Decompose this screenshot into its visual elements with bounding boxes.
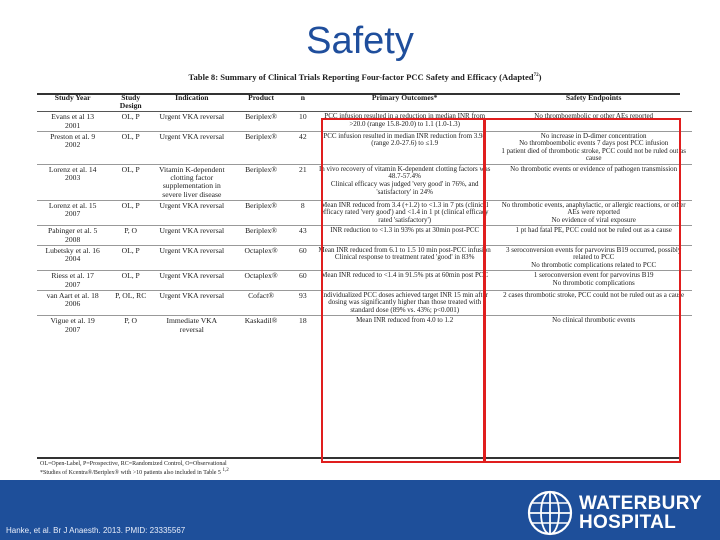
cell-design: OL, P — [108, 200, 153, 226]
slide-title: Safety — [306, 20, 414, 62]
table-header-row — [37, 93, 692, 112]
cell-outcomes: INR reduction to <1.3 in 93% pts at 30min post-PCC — [314, 226, 495, 245]
table-row — [37, 131, 692, 164]
table-row — [37, 200, 692, 226]
cell-safety: 2 cases thrombotic stroke, PCC could not be ruled out as a cause — [495, 290, 692, 316]
cell-design: OL, P — [108, 245, 153, 271]
table-row — [37, 290, 692, 316]
cell-n: 93 — [292, 290, 314, 316]
header-n: n — [292, 93, 314, 112]
cell-product: Octaplex® — [231, 245, 292, 271]
cell-design: P, O — [108, 316, 153, 335]
footnote-abbreviations: OL=Open-Label, P=Prospective, RC=Randomized Control, O=Observational — [40, 461, 227, 467]
cell-safety: No increase in D-dimer concentration No thromboembolic events 7 days post PCC infusion 1 patient died of thrombotic stroke, PCC could not be ruled out as cause — [495, 131, 692, 164]
logo-line-2: HOSPITAL — [578, 512, 677, 533]
cell-product: Kaskadil® — [231, 316, 292, 335]
cell-study: Riess et al. 17 2007 — [37, 271, 108, 290]
table-body — [37, 112, 692, 335]
table-row — [37, 271, 692, 290]
table-caption-close: ) — [538, 72, 542, 82]
cell-n: 42 — [292, 131, 314, 164]
cell-indication: Urgent VKA reversal — [153, 226, 230, 245]
cell-study: Evans et al 13 2001 — [51, 112, 95, 130]
cell-safety: No clinical thrombotic events — [495, 316, 692, 335]
cell-outcomes: Individualized PCC doses achieved target INR 15 min after dosing was significantly higher than those treated with standard dose (89% vs. 43%; p<0.001) — [314, 290, 495, 316]
cell-indication: Urgent VKA reversal — [153, 271, 230, 290]
cell-design: OL, P — [121, 112, 140, 122]
cell-product: Beriplex® — [231, 164, 292, 200]
cell-n: 43 — [292, 226, 314, 245]
cell-safety: No thrombotic events, anaphylactic, or allergic reactions, or other AEs were reported No evidence of viral exposure — [495, 200, 692, 226]
cell-design: OL, P — [108, 164, 153, 200]
table-row — [37, 245, 692, 271]
citation: Hanke, et al. Br J Anaesth. 2013. PMID: 23335567 — [6, 526, 186, 535]
table-caption — [150, 72, 580, 82]
cell-n: 18 — [292, 316, 314, 335]
cell-outcomes: PCC infusion resulted in a reduction in median INR from >20.0 (range 15.8-20.0) to 1.1 (1.0-1.3) — [324, 112, 486, 128]
cell-outcomes: Mean INR reduced to <1.4 in 91.5% pts at 60min post PCC — [314, 271, 495, 290]
cell-indication: Urgent VKA reversal — [159, 112, 225, 122]
table-caption-ref: 72 — [533, 73, 539, 79]
cell-n: 8 — [292, 200, 314, 226]
cell-safety: No thrombotic events or evidence of pathogen transmission — [495, 164, 692, 200]
cell-product: Beriplex® — [231, 200, 292, 226]
footnote-studies-text: *Studies of Kcentra®/Beriplex® with >10 patients also included in Table 5 — [40, 470, 221, 477]
cell-n: 60 — [292, 271, 314, 290]
table-caption-text: Table 8: Summary of Clinical Trials Reporting Four-factor PCC Safety and Efficacy (Adapted — [188, 72, 534, 82]
cell-product: Beriplex® — [231, 131, 292, 164]
cell-study: Pabinger et al. 5 2008 — [37, 226, 108, 245]
cell-outcomes: In vivo recovery of vitamin K-dependent clotting factors was 48.7-57.4% Clinical efficacy was judged 'very good' in 76%, and 'satisfactory' in 24% — [314, 164, 495, 200]
cell-study: Vigue et al. 19 2007 — [37, 316, 108, 335]
cell-outcomes: PCC infusion resulted in median INR reduction from 3.98 (range 2.0-27.6) to ≤1.9 — [314, 131, 495, 164]
cell-design: OL, P — [108, 271, 153, 290]
cell-product: Beriplex® — [231, 226, 292, 245]
cell-product: Beriplex® — [245, 112, 278, 122]
cell-product: Cofact® — [231, 290, 292, 316]
logo-line-1: WATERBURY — [578, 493, 702, 514]
cell-design: OL, P — [108, 131, 153, 164]
table-row — [37, 226, 692, 245]
cell-outcomes: Mean INR reduced from 4.0 to 1.2 — [314, 316, 495, 335]
cell-indication: Urgent VKA reversal — [153, 200, 230, 226]
cell-indication: Urgent VKA reversal — [153, 290, 230, 316]
cell-n: 60 — [292, 245, 314, 271]
cell-outcomes: Mean INR reduced from 6.1 to 1.5 10 min post-PCC infusion Clinical response to treatment rated 'good' in 83% — [314, 245, 495, 271]
cell-safety: 1 pt had fatal PE, PCC could not be ruled out as a cause — [495, 226, 692, 245]
footnote-studies — [40, 468, 229, 477]
cell-study: Preston et al. 9 2002 — [37, 131, 108, 164]
logo-wordmark — [579, 494, 702, 532]
cell-outcomes: Mean INR reduced from 3.4 (+1.2) to <1.3 in 7 pts (clinical efficacy rated 'very good') and <1.4 in 1 pt (clinical efficacy rated 'satisfactory') — [314, 200, 495, 226]
header-outcomes: Primary Outcomes* — [314, 93, 495, 112]
cell-study: van Aart et al. 18 2006 — [37, 290, 108, 316]
hospital-logo — [527, 490, 702, 536]
table-row — [37, 164, 692, 200]
cell-safety: 1 seroconversion event for parvovirus B19 No thrombotic complications — [495, 271, 692, 290]
cell-indication: Urgent VKA reversal — [153, 131, 230, 164]
cell-n: 10 — [299, 112, 307, 122]
table-row — [37, 112, 692, 131]
cell-study: Lorenz et al. 15 2007 — [37, 200, 108, 226]
cell-n: 21 — [292, 164, 314, 200]
header-indication: Indication — [153, 93, 230, 112]
cell-indication: Vitamin K-dependent clotting factor supplementation in severe liver disease — [153, 164, 230, 200]
header-safety: Safety Endpoints — [495, 93, 692, 112]
cell-product: Octaplex® — [231, 271, 292, 290]
cell-indication: Urgent VKA reversal — [153, 245, 230, 271]
trials-table — [37, 93, 692, 335]
globe-icon — [527, 490, 573, 536]
cell-safety: No thromboembolic or other AEs reported — [534, 112, 654, 121]
cell-indication: Immediate VKA reversal — [153, 316, 230, 335]
header-product: Product — [231, 93, 292, 112]
cell-study: Lorenz et al. 14 2003 — [37, 164, 108, 200]
cell-design: P, O — [108, 226, 153, 245]
cell-design: P, OL, RC — [108, 290, 153, 316]
cell-safety: 3 seroconversion events for parvovirus B19 occurred, possibly related to PCC No thrombotic complications related to PCC — [495, 245, 692, 271]
table-footnote — [40, 461, 229, 477]
table-row — [37, 316, 692, 335]
cell-study: Lubetsky et al. 16 2004 — [37, 245, 108, 271]
footnote-studies-ref: 1,2 — [222, 468, 229, 474]
header-design: Study Design — [108, 93, 153, 112]
header-study: Study Year — [37, 93, 108, 112]
